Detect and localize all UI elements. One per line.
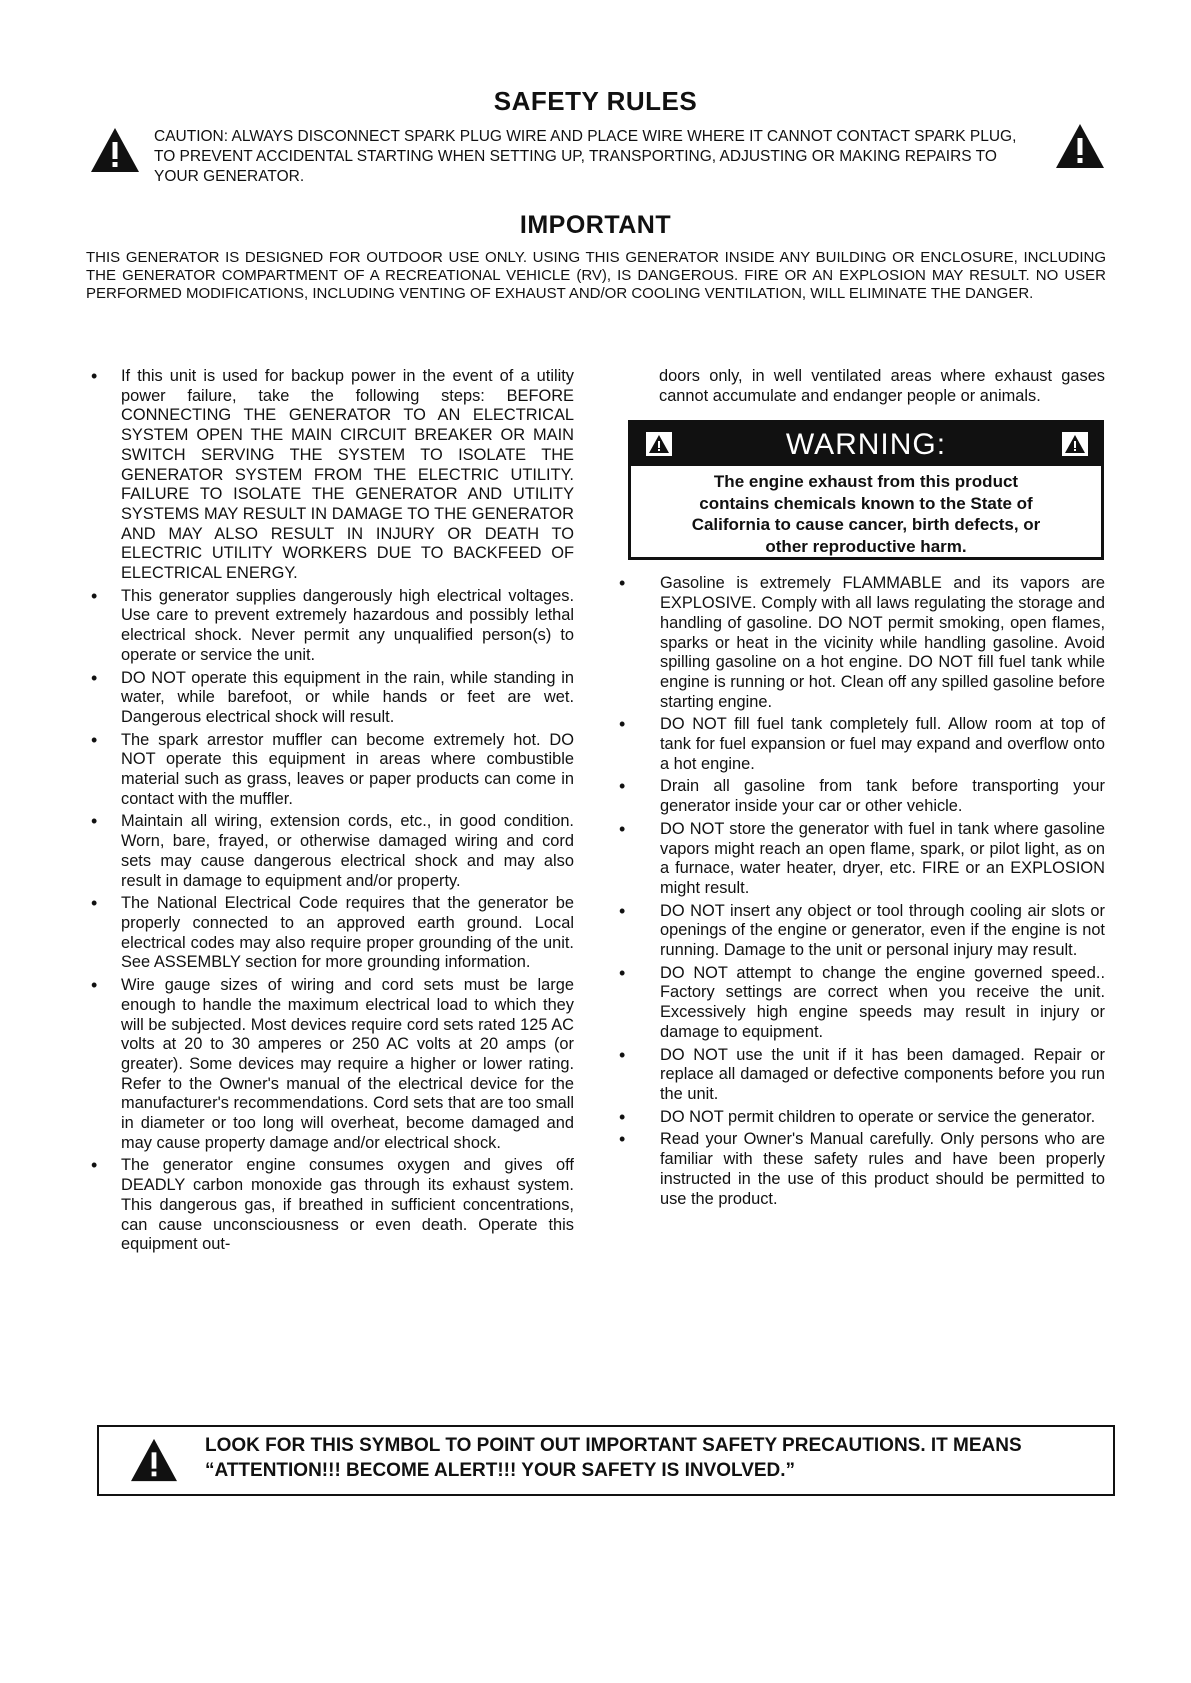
list-item: • Gasoline is extremely FLAMMABLE and its vapors are EXPLOSIVE. Comply with all laws regulating the storage and handling of gasoline. DO NOT permit smoking, open flames, sparks or heat in the vicinity while handling gasoline. Avoid spilling gasoline on a hot engine. DO NOT fill fuel tank while engine is running or hot. Clean off any spilled gasoline before starting engine.: [625, 574, 1105, 712]
list-item: • The generator engine consumes oxygen and gives off DEADLY carbon monoxide gas through its exhaust system. This dangerous gas, if breathed in sufficient concentrations, can cause unconsciousness or even death. Operate this equipment out-: [88, 1156, 574, 1255]
warning-triangle-icon: [1054, 122, 1106, 170]
warning-heading: WARNING:: [785, 428, 947, 462]
warning-triangle-icon: [129, 1437, 179, 1483]
list-item: • This generator supplies dangerously high electrical voltages. Use care to prevent extremely hazardous and possibly lethal electrical shock. Never permit any unqualified person(s) to operate or service the unit.: [88, 587, 574, 666]
left-column: [88, 367, 574, 1258]
list-item: • DO NOT store the generator with fuel in tank where gasoline vapors might reach an open flame, spark, or pilot light, as on a furnace, water heater, dryer, etc. FIRE or an EXPLOSION might result.: [625, 820, 1105, 899]
list-item: • DO NOT attempt to change the engine governed speed.. Factory settings are correct when you receive the unit. Excessively high engine speeds may result in injury or damage to equipment.: [625, 964, 1105, 1043]
warning-header: [631, 423, 1101, 466]
list-item: • DO NOT operate this equipment in the rain, while standing in water, while barefoot, or while hands or feet are wet. Dangerous electrical shock will result.: [88, 669, 574, 728]
symbol-notice-box: [97, 1425, 1115, 1496]
page-title: SAFETY RULES: [493, 86, 698, 116]
important-text: THIS GENERATOR IS DESIGNED FOR OUTDOOR USE ONLY. USING THIS GENERATOR INSIDE ANY BUILDING OR ENCLOSURE, INCLUDING THE GENERATOR COMPARTMENT OF A RECREATIONAL VEHICLE (RV), IS DANGEROUS. FIRE OR AN EXPLOSION MAY RESULT. NO USER PERFORMED MODIFICATIONS, INCLUDING VENTING OF EXHAUST AND/OR COOLING VENTILATION, WILL ELIMINATE THE DANGER.: [86, 249, 1106, 302]
list-item: • DO NOT use the unit if it has been damaged. Repair or replace all damaged or defective components before you run the unit.: [625, 1046, 1105, 1105]
list-item: • Drain all gasoline from tank before transporting your generator inside your car or other vehicle.: [625, 777, 1105, 816]
caution-text: CAUTION: ALWAYS DISCONNECT SPARK PLUG WIRE AND PLACE WIRE WHERE IT CANNOT CONTACT SPARK PLUG, TO PREVENT ACCIDENTAL STARTING WHEN SETTING UP, TRANSPORTING, ADJUSTING OR MAKING REPAIRS TO YOUR GENERATOR.: [154, 128, 1017, 185]
list-item: • DO NOT fill fuel tank completely full. Allow room at top of tank for fuel expansion or fuel may expand and overflow onto a hot engine.: [625, 715, 1105, 774]
california-warning-box: [628, 420, 1104, 560]
list-item: • DO NOT permit children to operate or service the generator.: [625, 1108, 1105, 1128]
warning-text: The engine exhaust from this product contains chemicals known to the State of California to cause cancer, birth defects, or other reproductive harm.: [691, 472, 1041, 556]
continued-text: doors only, in well ventilated areas where exhaust gases cannot accumulate and endanger people or animals.: [659, 367, 1105, 405]
list-item: • If this unit is used for backup power in the event of a utility power failure, take the following steps: BEFORE CONNECTING THE GENERATOR TO AN ELECTRICAL SYSTEM OPEN THE MAIN CIRCUIT BREAKER OR MAIN SWITCH SERVING THE SYSTEM TO ISOLATE THE GENERATOR SYSTEM FROM THE ELECTRIC UTILITY. FAILURE TO ISOLATE THE GENERATOR AND UTILITY SYSTEMS MAY RESULT IN DAMAGE TO THE GENERATOR AND MAY ALSO RESULT IN INJURY OR DEATH TO ELECTRIC UTILITY WORKERS DUE TO BACKFEED OF ELECTRICAL ENERGY.: [88, 367, 574, 584]
warning-triangle-icon: [89, 126, 141, 174]
list-item: • The spark arrestor muffler can become extremely hot. DO NOT operate this equipment in areas where combustible material such as grass, leaves or paper products can come in contact with the muffler.: [88, 731, 574, 810]
list-item: • DO NOT insert any object or tool through cooling air slots or openings of the engine or generator, even if the engine is not running. Damage to the unit or personal injury may result.: [625, 902, 1105, 961]
list-item: • The National Electrical Code requires that the generator be properly connected to an approved earth ground. Local electrical codes may also require proper grounding of the unit. See ASSEMBLY section for more grounding information.: [88, 894, 574, 973]
right-bullet-list: [625, 574, 1105, 1209]
right-column: [625, 367, 1105, 1212]
left-bullet-list: [88, 367, 574, 1255]
list-item: • Wire gauge sizes of wiring and cord sets must be large enough to handle the maximum electrical load to which they will be subjected. Most devices require cord sets rated 125 AC volts at 20 to 30 amperes or 250 AC volts at 20 amps (or greater). Some devices may require a higher or lower rating. Refer to the Owner's manual of the electrical device for the manufacturer's recommendations. Cord sets that are too small in diameter or too long will overheat, become damaged and may cause property damage and/or electrical shock.: [88, 976, 574, 1153]
important-heading: IMPORTANT: [519, 211, 672, 239]
list-item: • Maintain all wiring, extension cords, etc., in good condition. Worn, bare, frayed, or otherwise damaged wiring and cord sets may cause dangerous electrical shock and may also result in damage to equipment and/or property.: [88, 812, 574, 891]
list-item: • Read your Owner's Manual carefully. Only persons who are familiar with these safety rules and have been properly instructed in the use of this product should be permitted to use the product.: [625, 1130, 1105, 1209]
symbol-notice-text: LOOK FOR THIS SYMBOL TO POINT OUT IMPORTANT SAFETY PRECAUTIONS. IT MEANS “ATTENTION!!! BECOME ALERT!!! YOUR SAFETY IS INVOLVED.”: [205, 1435, 1022, 1481]
warning-square-icon: [646, 432, 672, 456]
warning-square-icon: [1062, 432, 1088, 456]
